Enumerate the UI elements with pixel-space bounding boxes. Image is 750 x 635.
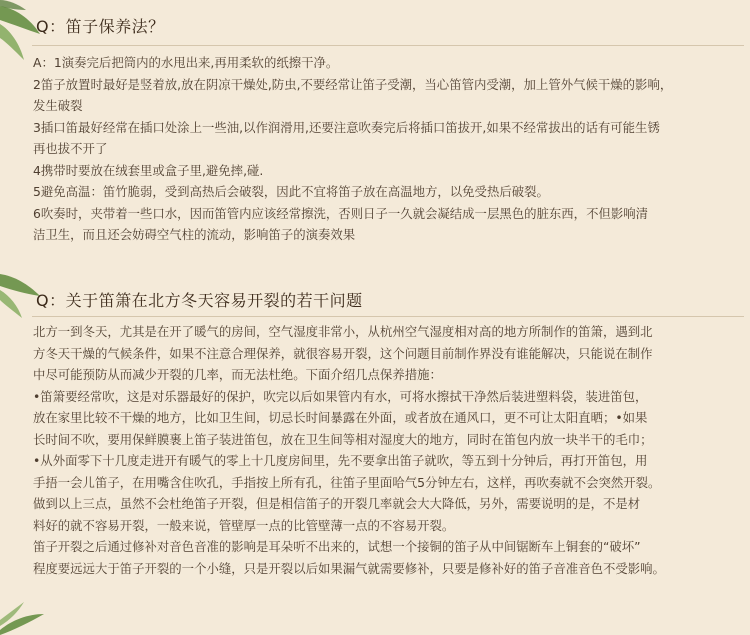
- body-line: 4携带时要放在绒套里或盒子里,避免摔,碰.: [33, 162, 264, 178]
- body-line: 6吹奏时，夹带着一些口水，因而笛管内应该经常擦洗，否则日子一久就会凝结成一层黑色的脏东西，不但影响清: [33, 205, 649, 221]
- section-1-divider: [32, 45, 744, 46]
- body-line: 中尽可能预防从而减少开裂的几率，而无法杜绝。下面介绍几点保养措施：: [33, 367, 442, 382]
- section-2-title: Q：关于笛箫在北方冬天容易开裂的若干问题: [36, 291, 363, 310]
- section-2-divider: [32, 316, 744, 317]
- body-line: 3插口笛最好经常在插口处涂上一些油,以作润滑用,还要注意吹奏完后将插口笛拔开,如果不经常拔出的话有可能生锈: [33, 119, 660, 135]
- body-line: 再也拔不开了: [33, 141, 108, 156]
- body-line: 洁卫生，而且还会妨碍空气柱的流动，影响笛子的演奏效果: [33, 227, 356, 242]
- body-line: 方冬天干燥的气候条件，如果不注意合理保养，就很容易开裂，这个问题目前制作界没有谁能解决，只能说在制作: [33, 345, 653, 361]
- section-1-title: Q：笛子保养法？: [36, 17, 165, 36]
- body-line: •从外面零下十几度走进开有暖气的零上十几度房间里，先不要拿出笛子就吹，等五到十分钟后，再打开笛包，用: [33, 453, 648, 468]
- body-line: •笛箫要经常吹，这是对乐器最好的保护，吹完以后如果管内有水，可将水擦拭干净然后装进塑料袋，装进笛包，: [33, 388, 648, 404]
- body-line: 放在家里比较不干燥的地方，比如卫生间，切忌长时间暴露在外面，或者放在通风口，更不可让太阳直晒；•如果: [33, 410, 648, 425]
- body-line: 长时间不吹，要用保鲜膜裹上笛子装进笛包，放在卫生间等相对湿度大的地方，同时在笛包内放一块半干的毛巾；: [33, 431, 653, 447]
- body-line: 笛子开裂之后通过修补对音色音准的影响是耳朵听不出来的，试想一个接铜的笛子从中间锯断车上铜套的“破坏”: [33, 539, 641, 554]
- bamboo-leaf-bottom-left-icon: [0, 600, 46, 635]
- body-line: 做到以上三点，虽然不会杜绝笛子开裂，但是相信笛子的开裂几率就会大大降低，另外，需要说明的是，不是材: [33, 496, 641, 511]
- body-line: 手捂一会儿笛子，在用嘴含住吹孔，手指按上所有孔，往笛子里面哈气5分钟左右，这样，再吹奏就不会突然开裂。: [33, 474, 661, 490]
- section-1-body: [33, 52, 745, 246]
- section-2-body: [33, 321, 745, 579]
- body-line: 北方一到冬天，尤其是在开了暖气的房间，空气湿度非常小，从杭州空气湿度相对高的地方所制作的笛箫，遇到北: [33, 324, 653, 339]
- body-line: 料好的就不容易开裂，一般来说，管壁厚一点的比管壁薄一点的不容易开裂。: [33, 517, 455, 533]
- body-line: 发生破裂: [33, 98, 83, 113]
- body-line: A：1演奏完后把筒内的水甩出来,再用柔软的纸擦干净。: [33, 55, 339, 70]
- body-line: 5避免高温：笛竹脆弱，受到高热后会破裂，因此不宜将笛子放在高温地方，以免受热后破裂。: [33, 184, 549, 199]
- body-line: 程度要远远大于笛子开裂的一个小缝，只是开裂以后如果漏气就需要修补，只要是修补好的笛子音准音色不受影响。: [33, 560, 665, 576]
- body-line: 2笛子放置时最好是竖着放,放在阴凉干燥处,防虫,不要经常让笛子受潮，当心笛管内受潮，加上管外气候干燥的影响，: [33, 76, 673, 92]
